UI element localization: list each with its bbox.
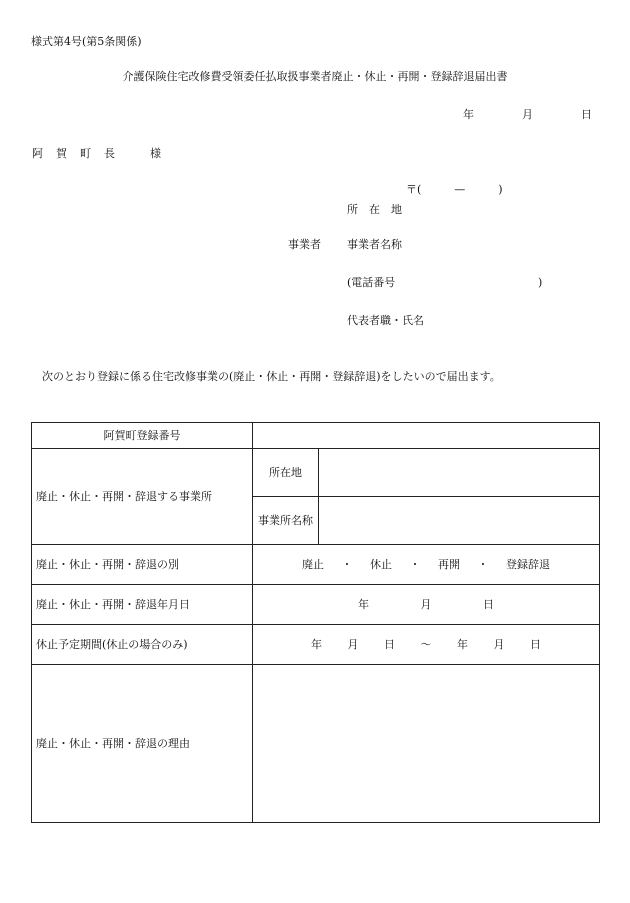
representative-label: 代表者職・氏名 — [347, 314, 424, 327]
type-label: 廃止・休止・再開・辞退の別 — [32, 545, 253, 585]
table-row — [32, 423, 600, 449]
effective-date-label: 廃止・休止・再開・辞退年月日 — [32, 585, 253, 625]
office-name-label: 事業所名称 — [253, 497, 319, 545]
address-label: 所 在 地 — [347, 203, 402, 216]
office-label: 廃止・休止・再開・辞退する事業所 — [32, 449, 253, 545]
date-unit-year: 年 — [358, 597, 369, 611]
addressee-char: 長 — [104, 147, 115, 160]
type-option-kyushi[interactable]: 休止 — [370, 557, 392, 571]
period-end-day: 日 — [530, 637, 541, 651]
type-options — [253, 545, 600, 585]
period-start-month: 月 — [347, 637, 359, 651]
table-row — [32, 545, 600, 585]
business-section-label: 事業者 — [288, 238, 321, 251]
date-unit-day: 日 — [483, 597, 494, 611]
registration-number-label: 阿賀町登録番号 — [32, 423, 253, 449]
reason-field[interactable] — [253, 665, 600, 823]
table-row — [32, 585, 600, 625]
period-end-month: 月 — [493, 637, 505, 651]
type-separator: ・ — [477, 557, 489, 571]
date-year-unit: 年 — [463, 108, 474, 121]
suspension-period-label: 休止予定期間(休止の場合のみ) — [32, 625, 253, 665]
office-location-label: 所在地 — [253, 449, 319, 497]
office-name-field[interactable] — [319, 497, 600, 545]
type-option-haishi[interactable]: 廃止 — [302, 557, 324, 571]
addressee-char: 賀 — [56, 147, 67, 160]
form-table — [31, 422, 600, 823]
business-name-label: 事業者名称 — [347, 238, 402, 251]
phone-label: (電話番号 — [347, 276, 396, 289]
period-end-year: 年 — [457, 637, 468, 651]
form-number: 様式第4号(第5条関係) — [31, 35, 142, 48]
addressee-char: 阿 — [32, 147, 43, 160]
type-separator: ・ — [409, 557, 421, 571]
effective-date-field[interactable] — [253, 585, 600, 625]
type-option-toroku-jitai[interactable]: 登録辞退 — [506, 557, 550, 571]
table-row — [32, 665, 600, 823]
date-day-unit: 日 — [581, 108, 592, 121]
period-tilde: ～ — [420, 637, 432, 651]
form-title: 介護保険住宅改修費受領委任払取扱事業者廃止・休止・再開・登録辞退届出書 — [122, 70, 508, 83]
suspension-period-field[interactable] — [253, 625, 600, 665]
table-row — [32, 449, 600, 497]
period-start-year: 年 — [311, 637, 322, 651]
registration-number-field[interactable] — [253, 423, 600, 449]
table-row — [32, 625, 600, 665]
date-month-unit: 月 — [522, 108, 533, 121]
statement-text: 次のとおり登録に係る住宅改修事業の(廃止・休止・再開・登録辞退)をしたいので届出ます。 — [42, 370, 501, 383]
type-option-saikai[interactable]: 再開 — [438, 557, 460, 571]
addressee-honorific: 様 — [150, 147, 161, 160]
office-location-field[interactable] — [319, 449, 600, 497]
period-start-day: 日 — [384, 637, 395, 651]
postal-code-field: 〒( — ) — [406, 183, 503, 196]
reason-label: 廃止・休止・再開・辞退の理由 — [32, 665, 253, 823]
addressee-char: 町 — [80, 147, 91, 160]
type-separator: ・ — [341, 557, 353, 571]
date-unit-month: 月 — [420, 597, 432, 611]
phone-close: ) — [538, 276, 543, 289]
